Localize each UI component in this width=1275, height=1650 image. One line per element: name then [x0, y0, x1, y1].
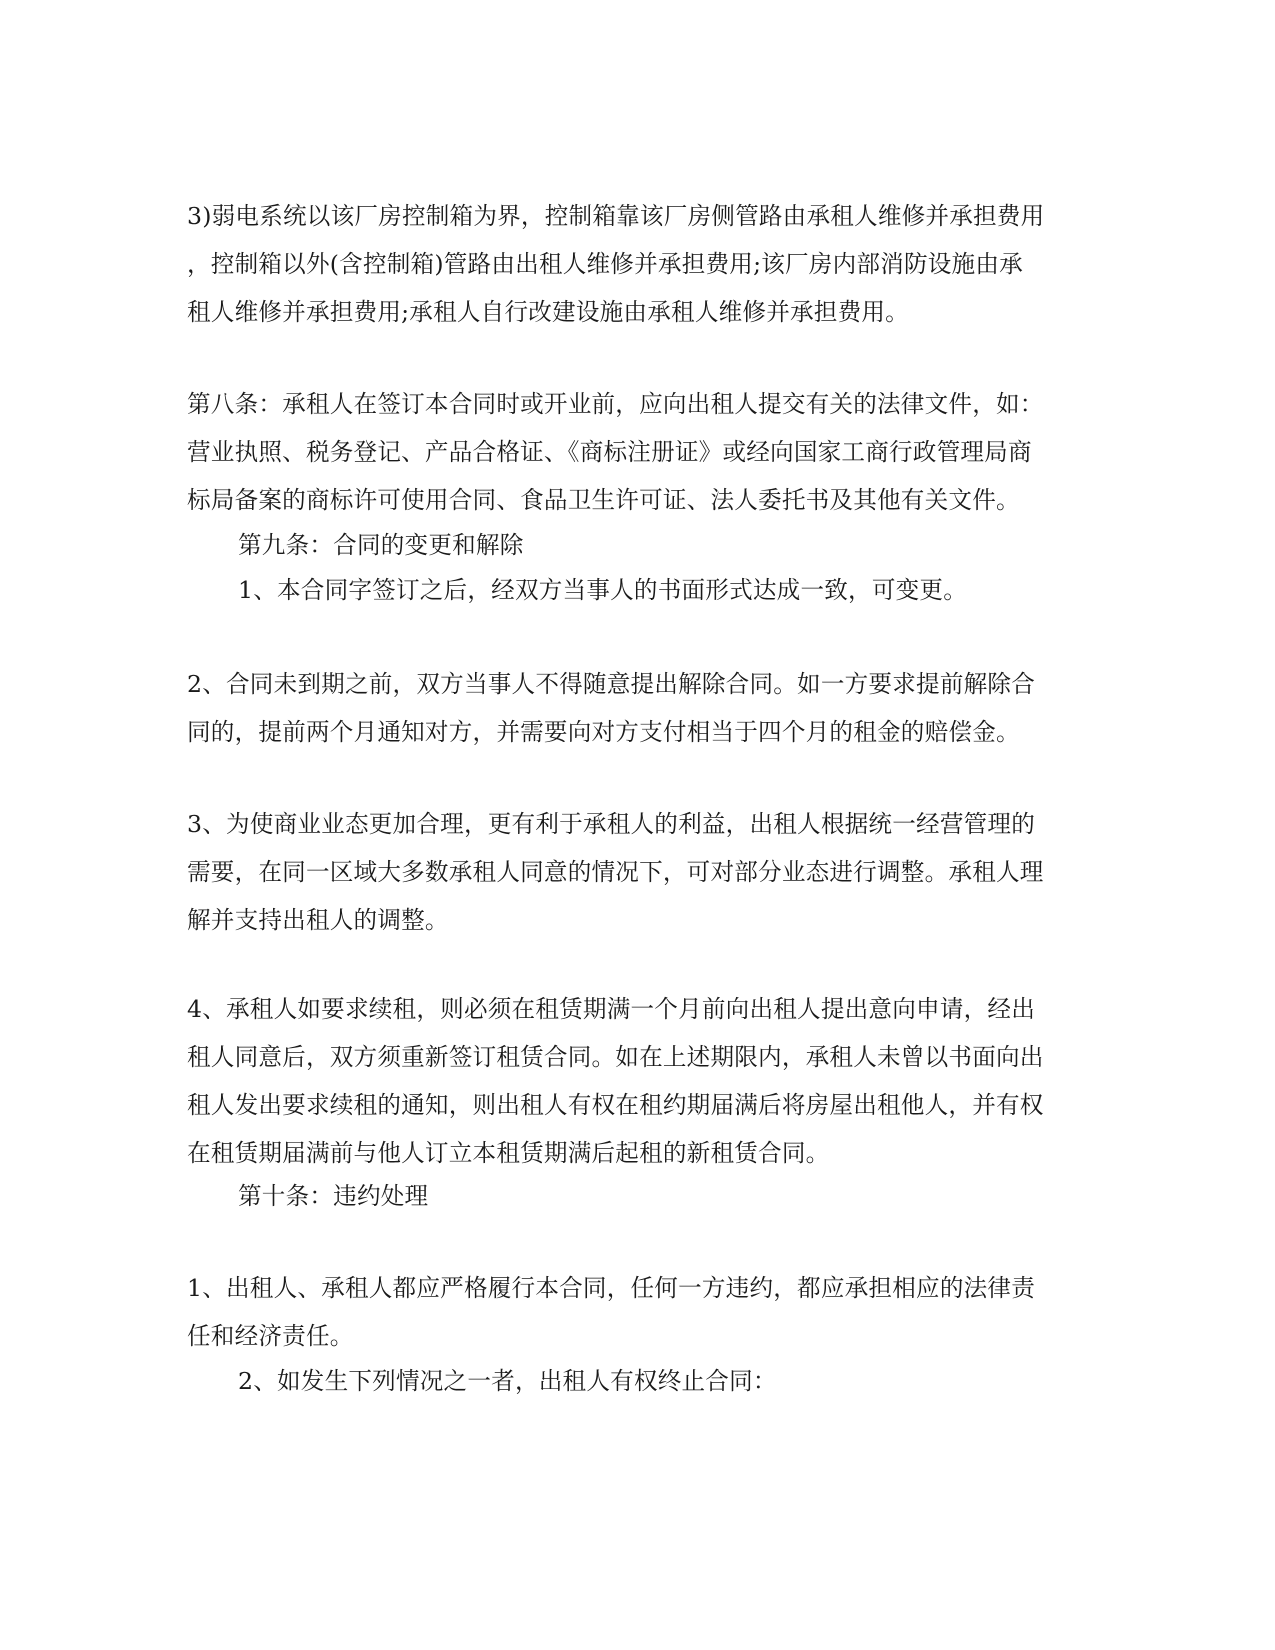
text-line: 4、承租人如要求续租，则必须在租赁期满一个月前向出租人提出意向申请，经出	[187, 995, 1035, 1023]
paragraph-article-9-item-2	[187, 660, 1087, 756]
text-line: 2、合同未到期之前，双方当事人不得随意提出解除合同。如一方要求提前解除合	[187, 670, 1035, 698]
text-line: 营业执照、税务登记、产品合格证、《商标注册证》或经向国家工商行政管理局商	[187, 438, 1032, 466]
text-line: 解并支持出租人的调整。	[187, 906, 449, 934]
text-line: 2、如发生下列情况之一者，出租人有权终止合同：	[238, 1367, 777, 1395]
text-line: 3)弱电系统以该厂房控制箱为界，控制箱靠该厂房侧管路由承租人维修并承担费用	[187, 202, 1045, 230]
text-line: 租人发出要求续租的通知，则出租人有权在租约期届满后将房屋出租他人，并有权	[187, 1091, 1044, 1119]
paragraph-article-10-item-1	[187, 1264, 1087, 1360]
heading-article-10	[238, 1172, 1138, 1220]
text-line: 同的，提前两个月通知对方，并需要向对方支付相当于四个月的租金的赔偿金。	[187, 718, 1020, 746]
text-line: 1、本合同字签订之后，经双方当事人的书面形式达成一致，可变更。	[238, 576, 968, 604]
text-line: 任和经济责任。	[187, 1322, 354, 1350]
paragraph-article-9-item-4	[187, 985, 1087, 1177]
text-line: 标局备案的商标许可使用合同、食品卫生许可证、法人委托书及其他有关文件。	[187, 486, 1020, 514]
text-line: 3、为使商业业态更加合理，更有利于承租人的利益，出租人根据统一经营管理的	[187, 810, 1035, 838]
text-line: ，控制箱以外(含控制箱)管路由出租人维修并承担费用;该厂房内部消防设施由承	[187, 250, 1023, 278]
paragraph-weak-current-system	[187, 192, 1087, 336]
paragraph-article-9-item-1	[238, 566, 1138, 614]
text-line: 租人维修并承担费用;承租人自行改建设施由承租人维修并承担费用。	[187, 298, 909, 326]
paragraph-article-8	[187, 380, 1087, 524]
text-line: 第八条：承租人在签订本合同时或开业前，应向出租人提交有关的法律文件，如：	[187, 390, 1044, 418]
text-line: 需要，在同一区域大多数承租人同意的情况下，可对部分业态进行调整。承租人理	[187, 858, 1044, 886]
text-line: 第十条：违约处理	[238, 1182, 429, 1210]
heading-article-9	[238, 521, 1138, 569]
paragraph-article-10-item-2	[238, 1357, 1138, 1405]
text-line: 1、出租人、承租人都应严格履行本合同，任何一方违约，都应承担相应的法律责	[187, 1274, 1035, 1302]
paragraph-article-9-item-3	[187, 800, 1087, 944]
text-line: 租人同意后，双方须重新签订租赁合同。如在上述期限内，承租人未曾以书面向出	[187, 1043, 1044, 1071]
text-line: 第九条：合同的变更和解除	[238, 531, 524, 559]
text-line: 在租赁期届满前与他人订立本租赁期满后起租的新租赁合同。	[187, 1139, 830, 1167]
